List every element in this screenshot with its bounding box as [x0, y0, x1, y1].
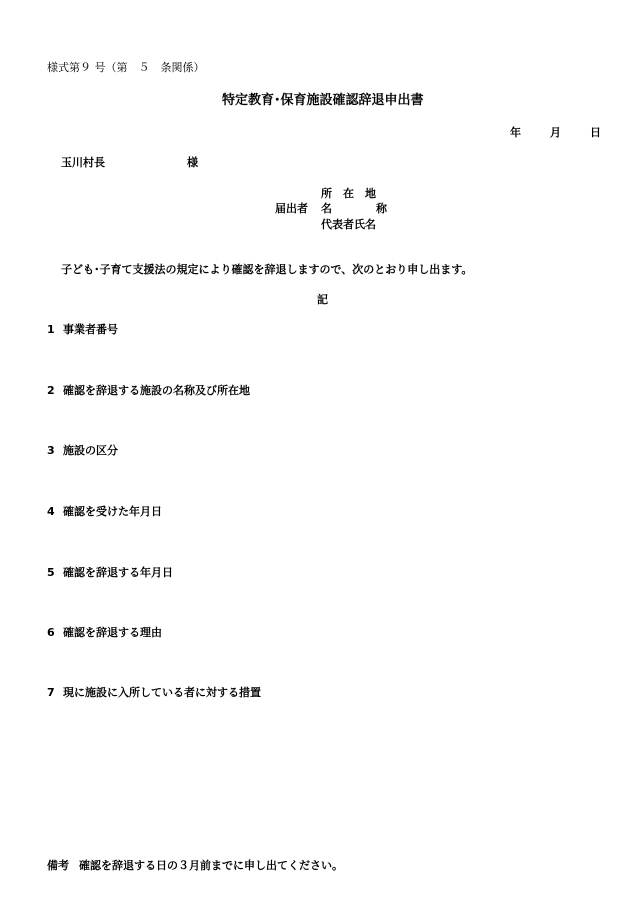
item-number: 7	[47, 686, 55, 699]
document-title: 特定教育･保育施設確認辞退申出書	[222, 93, 424, 108]
item-number: 2	[47, 384, 55, 397]
notifier-label: 届出者	[275, 202, 308, 215]
item-label: 現に施設に入所している者に対する措置	[63, 686, 261, 699]
addressee-name: 玉川村長	[61, 156, 105, 169]
item-number: 1	[47, 323, 55, 336]
item-label: 確認を受けた年月日	[63, 505, 162, 518]
notifier-name-label: 名 称	[321, 202, 387, 215]
item-number: 4	[47, 505, 55, 518]
item-label: 確認を辞退する年月日	[63, 566, 173, 579]
note-label: 備考	[47, 859, 69, 872]
item-label: 確認を辞退する理由	[63, 626, 162, 639]
item-label: 施設の区分	[63, 444, 118, 457]
date-day-label: 日	[590, 126, 601, 139]
body-text: 子ども･子育て支援法の規定により確認を辞退しますので、次のとおり申し出ます。	[61, 263, 473, 276]
item-number: 3	[47, 444, 55, 457]
item-number: 5	[47, 566, 55, 579]
note-text: 確認を辞退する日の３月前までに申し出てください。	[79, 859, 343, 872]
notifier-address-label: 所 在 地	[321, 187, 376, 200]
addressee-honorific: 様	[187, 156, 198, 169]
item-number: 6	[47, 626, 55, 639]
item-label: 事業者番号	[63, 323, 118, 336]
date-month-label: 月	[550, 126, 561, 139]
date-year-label: 年	[510, 126, 521, 139]
notifier-representative-label: 代表者氏名	[321, 218, 376, 231]
item-label: 確認を辞退する施設の名称及び所在地	[63, 384, 250, 397]
ki-heading: 記	[317, 293, 328, 306]
form-number: 様式第９ 号（第 ５ 条関係）	[47, 61, 205, 74]
